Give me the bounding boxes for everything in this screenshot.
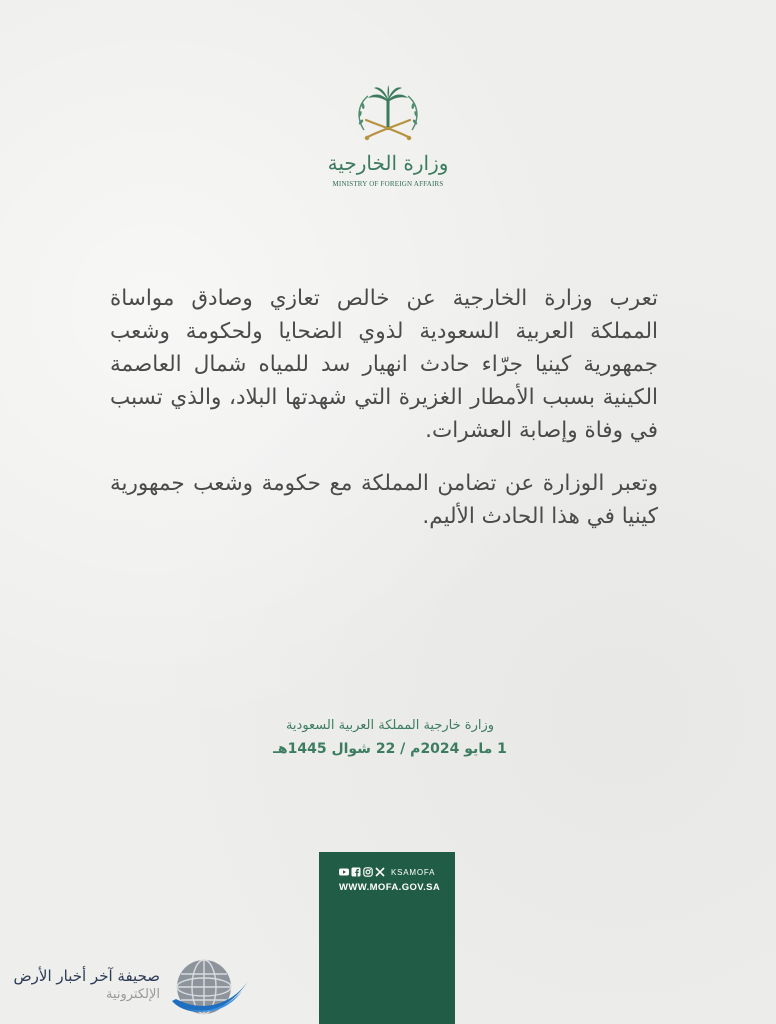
news-watermark-logo — [8, 955, 248, 1017]
facebook-icon[interactable] — [351, 867, 361, 877]
social-handle: KSAMOFA — [391, 867, 436, 877]
statement-paragraph: تعرب وزارة الخارجية عن خالص تعازي وصادق مواساة المملكة العربية السعودية لذوي الضحايا ولحكومة وشعب جمهورية كينيا جرّاء حادث انهيار سد للمياه شمال العاصمة الكينية بسبب الأمطار الغزيرة التي شهدتها البلاد، والذي تسبب في وفاة وإصابة العشرات. — [110, 286, 658, 443]
x-icon[interactable] — [375, 867, 385, 877]
statement-paragraph: وتعبر الوزارة عن تضامن المملكة مع حكومة وشعب جمهورية كينيا في هذا الحادث الأليم. — [110, 471, 658, 529]
news-name: صحيفة آخر أخبار الأرض — [13, 967, 160, 985]
social-links — [339, 866, 435, 878]
signature-date: 1 مايو 2024م / 22 شوال 1445هـ — [273, 741, 507, 757]
statement-body — [110, 282, 658, 553]
news-subtitle: الإلكترونية — [105, 987, 160, 1002]
instagram-icon[interactable] — [363, 867, 373, 877]
ministry-name-english: MINISTRY OF FOREIGN AFFAIRS — [332, 180, 444, 188]
youtube-icon[interactable] — [339, 867, 349, 877]
signature-block — [250, 716, 530, 762]
signature-ministry: وزارة خارجية المملكة العربية السعودية — [285, 718, 495, 733]
news-watermark-text — [12, 966, 160, 1004]
website-link[interactable]: WWW.MOFA.GOV.SA — [339, 882, 441, 893]
globe-icon — [166, 955, 252, 1021]
ministry-name-arabic: وزارة الخارجية — [327, 151, 449, 175]
contact-panel — [319, 852, 455, 1024]
saudi-palm-swords-emblem-icon — [350, 84, 426, 152]
